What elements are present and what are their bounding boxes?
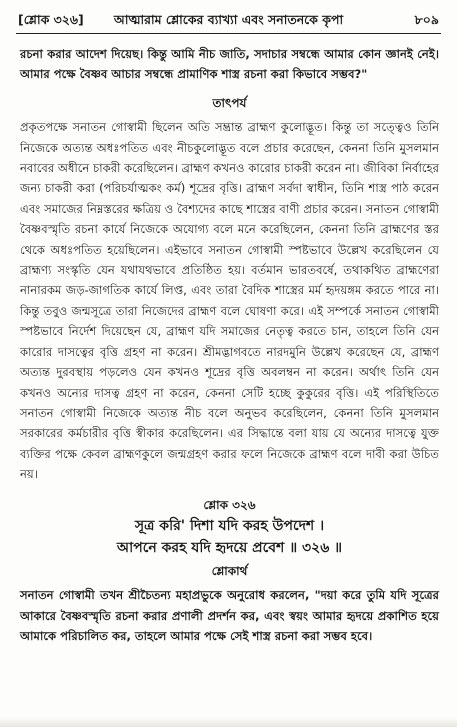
purport-paragraph: প্রকৃতপক্ষে সনাতন গোস্বামী ছিলেন অতি সম্ভ্রান্ত ব্রাহ্মণ কুলোদ্ভূত। কিন্তু তা সত্ত্বেও তিনি নিজেকে অত্যন্ত অধঃপতিত এবং নীচকুলোদ্ভূত বলে প্রচার করেছেন, কেননা তিনি মুসলমান নবাবের অধীনে চাকরী করেছিলেন। ব্রাহ্মণ কখনও কারোর চাকরী করেন না। জীবিকা নির্বাহের জন্য চাকরী করা (পরিচর্যাত্মকং কর্ম) শূদ্রের বৃত্তি। ব্রাহ্মণ সর্বদা স্বাধীন, তিনি শাস্ত্র পাঠ করেন এবং সমাজের নিম্নস্তরের ক্ষত্রিয় ও বৈশ্যদের কাছে শাস্ত্রের বাণী প্রচার করেন। সনাতন গোস্বামী বৈষ্ণবস্মৃতি রচনা কার্যে নিজেকে অযোগ্য বলে মনে করেছিলেন, কেননা তিনি ব্রাহ্মণের স্তর থেকে অধঃপতিত হয়েছিলেন। এইভাবে সনাতন গোস্বামী স্পষ্টভাবে উল্লেখ করেছিলেন যে ব্রাহ্মণ্য সংস্কৃতি যেন যথাযথভাবে প্রতিষ্ঠিত হয়। বর্তমান ভারতবর্ষে, তথাকথিত ব্রাহ্মণেরা নানারকম জড়-জাগতিক কার্যে লিপ্ত, এবং তারা বৈদিক শাস্ত্রের মর্ম হৃদয়ঙ্গম করতে পারে না। কিন্তু তবুও জন্মসূত্রে তারা নিজেদের ব্রাহ্মণ বলে ঘোষণা করে। এই সম্পর্কে সনাতন গোস্বামী স্পষ্টভাবে নির্দেশ দিয়েছেন যে, ব্রাহ্মণ যদি সমাজের নেতৃত্ব করতে চান, তাহলে তিনি যেন কারোর দাসত্বের বৃত্তি গ্রহণ না করেন। শ্রীমদ্ভাগবতে নারদমুনি উল্লেখ করেছেন যে, ব্রাহ্মণ অত্যন্ত দুরবস্থায় পড়লেও যেন কখনও শূদ্রের বৃত্তি অবলম্বন না করেন। অর্থাৎ তিনি যেন কখনও অন্যের দাসত্ব গ্রহণ না করেন, কেননা সেটি হচ্ছে কুকুরের বৃত্তি। এই পরিস্থিতিতে সনাতন গোস্বামী নিজেকে অত্যন্ত নীচ বলে অনুভব করেছিলেন, কেননা তিনি মুসলমান সরকারের কর্মচারীর বৃত্তি স্বীকার করেছিলেন। এর সিদ্ধান্তে বলা যায় যে অন্যের দাসত্বে যুক্ত ব্যক্তির পক্ষে কেবল ব্রাহ্মণকুলে জন্মগ্রহণ করার ফলে নিজেকে ব্রাহ্মণ বলে দাবী করা উচিত নয়। bbox=[20, 120, 439, 482]
purport-heading: তাৎপর্য bbox=[212, 95, 247, 110]
verse-label: শ্লোক ৩২৬ bbox=[203, 497, 256, 512]
intro-paragraph: রচনা করার আদেশ দিয়েছ। কিন্তু আমি নীচ জাতি, সদাচার সম্বন্ধে আমার কোন জ্ঞানই নেই। আমার পক্ষে বৈষ্ণব আচার সম্বন্ধে প্রামাণিক শাস্ত্র রচনা করা কিভাবে সম্ভব?" bbox=[20, 47, 439, 82]
chapter-title: আত্মারাম শ্লোকের ব্যাখ্যা এবং সনাতনকে কৃপা bbox=[113, 12, 344, 27]
verse-reference: [শ্লোক ৩২৬] bbox=[18, 12, 84, 27]
translation-heading: শ্লোকার্থ bbox=[211, 563, 248, 578]
page-number: ৮০৯ bbox=[414, 12, 439, 27]
verse-line-1: সূত্র করি' দিশা যদি করহ উপদেশ । bbox=[134, 517, 325, 534]
page-content bbox=[20, 44, 439, 647]
verse-line-2: আপনে করহ যদি হৃদয়ে প্রবেশ ॥ ৩২৬ ॥ bbox=[116, 539, 343, 556]
running-header bbox=[16, 9, 441, 34]
translation-paragraph: সনাতন গোস্বামী তখন শ্রীচৈতন্য মহাপ্রভুকে অনুরোধ করলেন, "দয়া করে তুমি যদি সূত্রের আকারে বৈষ্ণবস্মৃতি রচনা করার প্রণালী প্রদর্শন কর, এবং স্বয়ং আমার হৃদয়ে প্রকাশিত হয়ে আমাকে পরিচালিত কর, তাহলে আমার পক্ষে সেই শাস্ত্র রচনা করা সম্ভব হবে। bbox=[20, 588, 439, 644]
page-edge bbox=[0, 717, 457, 727]
